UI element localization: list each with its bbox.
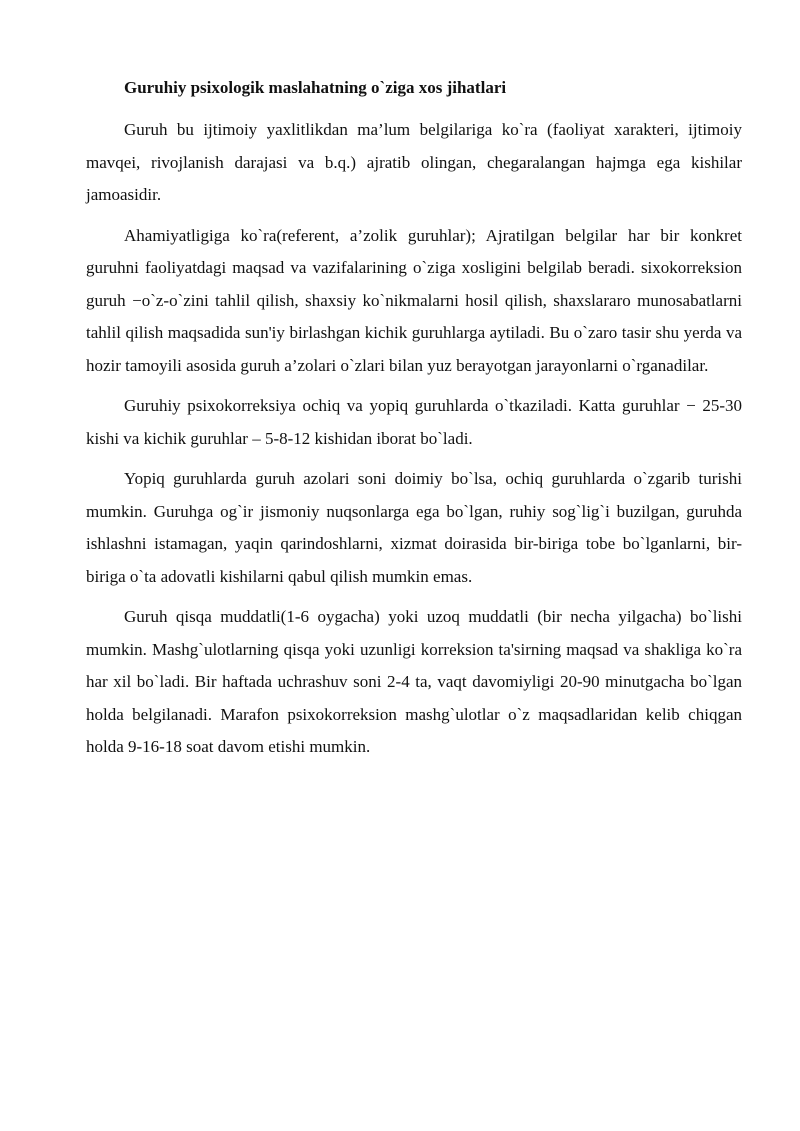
- paragraph-group-definition: Guruh bu ijtimoiy yaxlitlikdan ma’lum belgilariga ko`ra (faoliyat xarakteri, ijtimoiy mavqei, rivojlanish darajasi va b.q.) ajratib olingan, chegaralangan hajmga ega kishilar jamoasidir.: [86, 120, 742, 204]
- paragraph-group-significance: Ahamiyatligiga ko`ra(referent, a’zolik guruhlar); Ajratilgan belgilar har bir konkret guruhni faoliyatdagi maqsad va vazifalarining o`ziga xosligini belgilab beradi. sixokorreksion guruh −o`z-o`zini tahlil qilish, shaxsiy ko`nikmalarni hosil qilish, shaxslararo munosabatlarni tahlil qilish maqsadida sun'iy birlashgan kichik guruhlarga aytiladi. Bu o`zaro tasir shu yerda va hozir tamoyili asosida guruh a’zolari o`zlari bilan yuz berayotgan jarayonlarni o`rganadilar.: [86, 225, 742, 375]
- document-page: [86, 72, 742, 772]
- paragraph-closed-group-members: Yopiq guruhlarda guruh azolari soni doimiy bo`lsa, ochiq guruhlarda o`zgarib turishi mumkin. Guruhga og`ir jismoniy nuqsonlarga ega bo`lgan, ruhiy sog`lig`i buzilgan, guruhda ishlashni istamagan, yaqin qarindoshlarni, xizmat doirasida bir-biriga tobe bo`lganlarni, bir-biriga o`ta adovatli kishilarni qabul qilish mumkin emas.: [86, 469, 742, 586]
- document-title: Guruhiy psixologik maslahatning o`ziga xos jihatlari: [124, 78, 507, 97]
- paragraph-open-closed-groups: Guruhiy psixokorreksiya ochiq va yopiq guruhlarda o`tkaziladi. Katta guruhlar − 25-30 kishi va kichik guruhlar – 5-8-12 kishidan iborat bo`ladi.: [86, 396, 742, 448]
- paragraph-group-duration: Guruh qisqa muddatli(1-6 oygacha) yoki uzoq muddatli (bir necha yilgacha) bo`lishi mumkin. Mashg`ulotlarning qisqa yoki uzunligi korreksion ta'sirning maqsad va shakliga ko`ra har xil bo`ladi. Bir haftada uchrashuv soni 2-4 ta, vaqt davomiyligi 20-90 minutgacha bo`lgan holda belgilanadi. Marafon psixokorreksion mashg`ulotlar o`z maqsadlaridan kelib chiqgan holda 9-16-18 soat davom etishi mumkin.: [86, 607, 742, 756]
